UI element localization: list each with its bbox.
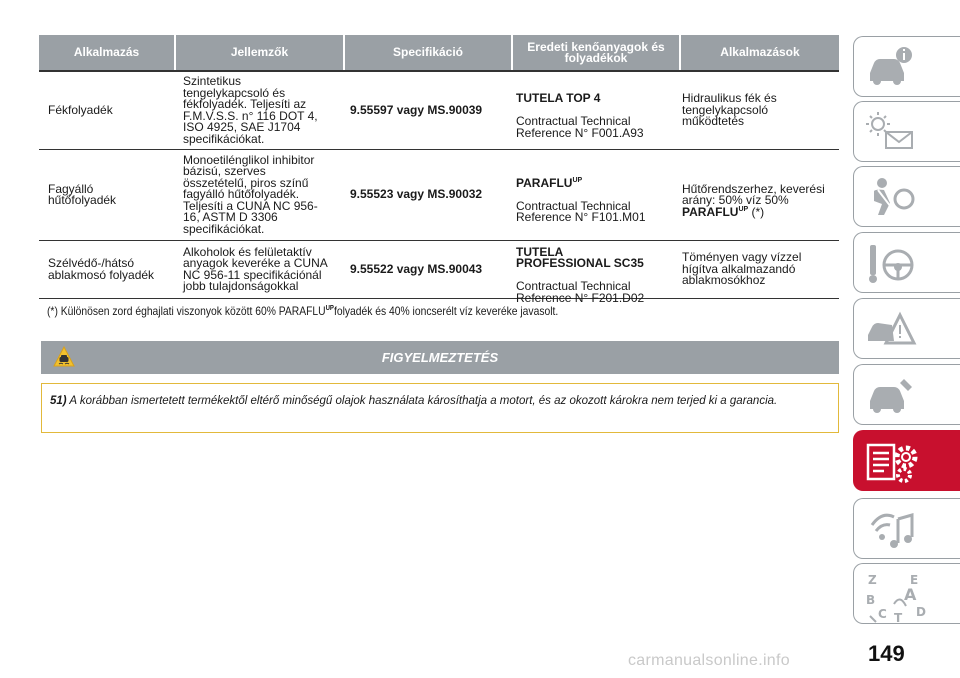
side-tab-warning-lights[interactable] xyxy=(853,101,960,162)
cell-uses-product: PARAFLU xyxy=(682,204,739,219)
cell-spec: 9.55522 vagy MS.90043 xyxy=(350,261,483,276)
cell-features: Alkoholok és felületaktív anyagok keveréke a CUNA NC 956-11 specifikációnál jobb tulajdonságokkal xyxy=(183,244,328,293)
cell-application: Fagyálló hűtőfolyadék xyxy=(48,181,117,207)
svg-text:D: D xyxy=(916,605,926,619)
multimedia-icon xyxy=(864,505,919,553)
cell-product-sup: UP xyxy=(572,176,583,184)
cell-product-ref: Contractual Technical Reference N° F201.D02 xyxy=(516,279,645,305)
warning-number: 51) xyxy=(50,395,67,407)
side-tab-driving[interactable] xyxy=(853,232,960,293)
side-tab-multimedia[interactable] xyxy=(853,498,960,559)
cell-product-name: PARAFLU xyxy=(516,175,573,190)
footnote-text: (*) Különösen zord éghajlati viszonyok között 60% PARAFLU xyxy=(47,304,326,318)
warning-title: FIGYELMEZTETÉS xyxy=(381,350,499,365)
warning-body xyxy=(41,383,839,433)
table-row xyxy=(39,70,839,150)
header-uses: Alkalmazások xyxy=(681,35,839,70)
seatbelt-airbag-icon xyxy=(864,173,919,221)
svg-text:E: E xyxy=(910,573,919,587)
table-row xyxy=(39,241,839,305)
header-specification: Specifikáció xyxy=(345,35,511,70)
alphabet-index-icon xyxy=(864,570,934,624)
header-original-fluids: Eredeti kenőanyagok és folyadékok xyxy=(513,35,679,70)
cell-spec: 9.55523 vagy MS.90032 xyxy=(350,187,483,202)
table-footnote xyxy=(47,304,558,318)
svg-text:A: A xyxy=(904,585,917,604)
side-tab-maintenance[interactable] xyxy=(853,364,960,425)
cell-application: Szélvédő-/hátsó ablakmosó folyadék xyxy=(48,256,155,282)
table-header xyxy=(39,35,839,70)
cell-features: Monoetilénglikol inhibitor bázisú, szerves összetételű, piros színű fagyálló hűtőfolyadék. Teljesíti a CUNA NC 956- 16, ASTM D 3306 specifikációkat. xyxy=(183,152,318,236)
cell-uses: Hidraulikus fék és tengelykapcsoló működtetés xyxy=(682,91,777,129)
side-tab-car-info[interactable] xyxy=(853,36,960,97)
cell-product-ref: Contractual Technical Reference N° F001.A93 xyxy=(516,114,644,140)
svg-text:Z: Z xyxy=(868,573,877,587)
svg-text:B: B xyxy=(866,593,876,607)
cell-uses: Hűtőrendszerhez, keverési arány: 50% víz 50% xyxy=(682,181,825,207)
cell-uses-sup: UP xyxy=(738,205,749,213)
car-breakdown-icon xyxy=(864,305,919,353)
warning-lights-icon xyxy=(864,108,919,156)
watermark-text: carmanualsonline.info xyxy=(628,652,790,669)
header-features: Jellemzők xyxy=(176,35,343,70)
cell-application: Fékfolyadék xyxy=(48,102,113,117)
cell-product-name: TUTELA TOP 4 xyxy=(516,91,601,106)
cell-product-ref: Contractual Technical Reference N° F101.M01 xyxy=(516,198,646,225)
car-service-icon xyxy=(864,371,919,419)
table-row xyxy=(39,150,839,241)
cell-spec: 9.55597 vagy MS.90039 xyxy=(350,102,483,117)
cell-features: Szintetikus tengelykapcsoló és fékfolyadék. Teljesíti az F.M.V.S.S. n° 116 DOT 4, ISO 4925, SAE J1704 specifikációkat. xyxy=(183,74,318,146)
side-tab-emergency[interactable] xyxy=(853,298,960,359)
side-tab-technical-data[interactable] xyxy=(853,430,960,491)
warning-header xyxy=(41,341,839,374)
svg-text:C: C xyxy=(878,607,887,621)
fluids-table xyxy=(39,35,839,305)
car-info-icon xyxy=(864,43,914,91)
cell-uses-tail: (*) xyxy=(748,204,765,219)
specifications-gear-icon xyxy=(864,437,924,487)
page-number: 149 xyxy=(868,641,905,666)
warning-text: A korábban ismertetett termékektől eltérő minőségű olajok használata károsíthatja a motort, és az okozott károkra nem terjed ki a garancia. xyxy=(66,395,778,407)
header-application: Alkalmazás xyxy=(39,35,174,70)
footnote-text-end: folyadék és 40% ioncserélt víz keveréke javasolt. xyxy=(333,304,559,318)
cell-product-name: TUTELA PROFESSIONAL SC35 xyxy=(516,244,644,270)
side-tab-safety[interactable] xyxy=(853,166,960,227)
cell-uses: Töményen vagy vízzel hígítva alkalmazandó ablakmosókhoz xyxy=(682,250,802,288)
svg-text:T: T xyxy=(894,611,903,624)
steering-wheel-icon xyxy=(864,239,919,287)
footnote-sup: UP xyxy=(325,305,334,312)
side-tab-index[interactable] xyxy=(853,563,960,624)
